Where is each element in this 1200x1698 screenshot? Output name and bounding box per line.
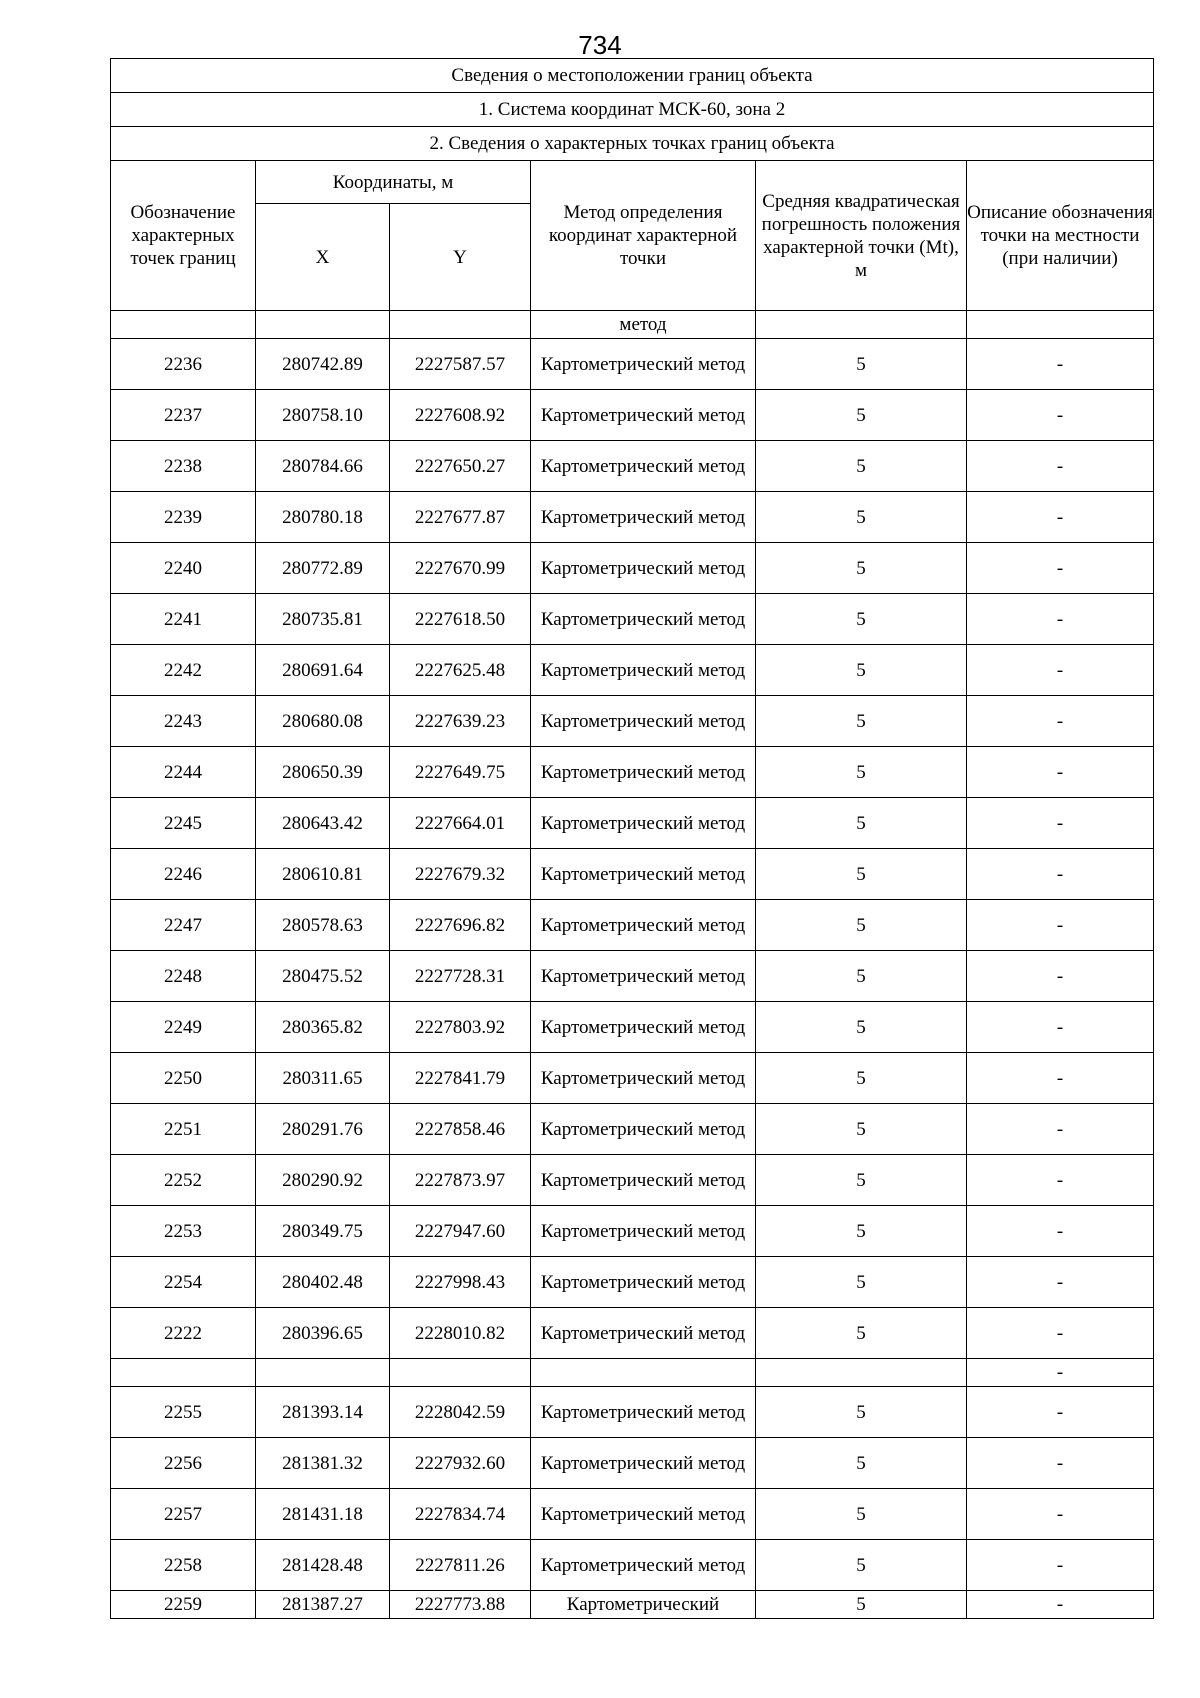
cell-description: - [967,543,1154,594]
header-x: X [256,204,390,311]
table-row [111,1308,1154,1359]
cell-mt: 5 [756,1206,967,1257]
cell-x: 280735.81 [256,594,390,645]
cell-method [531,339,756,390]
cell-mt: 5 [756,1002,967,1053]
table-row [111,543,1154,594]
table-row [111,1540,1154,1591]
table-row [111,645,1154,696]
cell-description: - [967,441,1154,492]
cell-mt: 5 [756,951,967,1002]
cell-x: 281431.18 [256,1489,390,1540]
cell-y: 2227677.87 [390,492,531,543]
cell-y: 2228042.59 [390,1387,531,1438]
cell-point-id: 2259 [111,1591,256,1619]
table-row [111,1489,1154,1540]
cell-y: 2227696.82 [390,900,531,951]
method-text: Картометрический метод [540,1322,746,1344]
cell-method [531,1155,756,1206]
cell-description: - [967,390,1154,441]
cell-method [531,1591,756,1619]
cell-x: 280402.48 [256,1257,390,1308]
cell-description: - [967,1002,1154,1053]
cell-y: 2227803.92 [390,1002,531,1053]
cell-method [531,543,756,594]
method-text: Картометрический метод [540,914,746,936]
table-row [111,1155,1154,1206]
table-row [111,339,1154,390]
section-title: 2. Сведения о характерных точках границ объекта [111,127,1154,161]
cell-point-id: 2243 [111,696,256,747]
cell-point-id: 2222 [111,1308,256,1359]
method-text: Картометрический метод [540,1220,746,1242]
cell-mt: 5 [756,1155,967,1206]
cell-description: - [967,849,1154,900]
cell-x: 280475.52 [256,951,390,1002]
cell-method [531,441,756,492]
header-error: Средняя квадратическая погрешность положения характерной точки (Mt), м [756,161,967,311]
cell-method [531,1104,756,1155]
cell-description: - [967,339,1154,390]
cell-description: - [967,645,1154,696]
cell-y: 2227649.75 [390,747,531,798]
table-row [111,1104,1154,1155]
cell-method [531,747,756,798]
cell-point-id: 2242 [111,645,256,696]
cell-method [531,1053,756,1104]
cell-point-id: 2239 [111,492,256,543]
method-text: Картометрический метод [540,863,746,885]
cell-point-id: 2247 [111,900,256,951]
table-row [111,900,1154,951]
cell-y: 2227841.79 [390,1053,531,1104]
cell-description: - [967,1489,1154,1540]
cell-description: - [967,747,1154,798]
cell-description: - [967,1104,1154,1155]
method-text: Картометрический метод [540,404,746,426]
cell-mt: 5 [756,1104,967,1155]
method-text: Картометрический метод [540,761,746,783]
cell-mt: 5 [756,1540,967,1591]
cell-method [531,594,756,645]
cell-point-id: 2245 [111,798,256,849]
cell-y: 2227625.48 [390,645,531,696]
method-text: Картометрический метод [540,1401,746,1423]
cell-description: - [967,1257,1154,1308]
cell-method [531,1206,756,1257]
cell-method [531,696,756,747]
cell-point-id: 2236 [111,339,256,390]
header-coordinates: Координаты, м [256,161,531,204]
table-row [111,1206,1154,1257]
cell-point-id: 2255 [111,1387,256,1438]
cell-point-id: 2253 [111,1206,256,1257]
cell-point-id: 2246 [111,849,256,900]
cell-x: 280291.76 [256,1104,390,1155]
cell-method [531,849,756,900]
cell-mt: 5 [756,849,967,900]
cell-x: 281428.48 [256,1540,390,1591]
cell-point-id: 2237 [111,390,256,441]
cell-method [531,951,756,1002]
method-text: Картометрический метод [540,1118,746,1140]
cell-point-id: 2252 [111,1155,256,1206]
method-text: Картометрический метод [540,710,746,732]
cell-x: 280650.39 [256,747,390,798]
cell-x: 280691.64 [256,645,390,696]
cell-y: 2227664.01 [390,798,531,849]
cell-mt: 5 [756,798,967,849]
cell-description: - [967,1053,1154,1104]
table-row [111,747,1154,798]
method-text: Картометрический метод [540,965,746,987]
cell-x: 280578.63 [256,900,390,951]
cell-description: - [967,492,1154,543]
cell-method: метод [531,311,756,339]
cell-description: - [967,798,1154,849]
cell-point-id: 2240 [111,543,256,594]
table-row-gap [111,1359,1154,1387]
cell-point-id: 2258 [111,1540,256,1591]
header-y: Y [390,204,531,311]
cell-x: 280758.10 [256,390,390,441]
cell-description: - [967,1359,1154,1387]
method-text: Картометрический метод [540,1016,746,1038]
cell-description: - [967,1438,1154,1489]
cell-method [531,1540,756,1591]
method-text: Картометрический метод [540,1169,746,1191]
cell-mt: 5 [756,1438,967,1489]
table-row [111,492,1154,543]
cell-description: - [967,900,1154,951]
cell-description: - [967,1155,1154,1206]
cell-mt: 5 [756,696,967,747]
method-text: Картометрический метод [540,812,746,834]
cell-method [531,1257,756,1308]
cell-point-id: 2248 [111,951,256,1002]
cell-method [531,1308,756,1359]
cell-point-id: 2238 [111,441,256,492]
table-row [111,696,1154,747]
cell-x: 280290.92 [256,1155,390,1206]
cell-method [531,798,756,849]
cell-x: 280784.66 [256,441,390,492]
cell-x: 280643.42 [256,798,390,849]
cell-mt: 5 [756,645,967,696]
method-text: Картометрический метод [540,353,746,375]
cell-mt: 5 [756,543,967,594]
cell-mt: 5 [756,900,967,951]
table-row [111,798,1154,849]
table-row [111,1053,1154,1104]
table-row [111,849,1154,900]
cell-mt: 5 [756,390,967,441]
cell-point-id: 2249 [111,1002,256,1053]
cell-y: 2227587.57 [390,339,531,390]
method-text: Картометрический метод [540,1452,746,1474]
cell-method [531,1387,756,1438]
method-text: Картометрический метод [540,608,746,630]
table-row [111,594,1154,645]
cell-mt: 5 [756,747,967,798]
cell-y: 2227811.26 [390,1540,531,1591]
method-text: Картометрический метод [540,1503,746,1525]
cell-y: 2227834.74 [390,1489,531,1540]
cell-point-id: 2251 [111,1104,256,1155]
method-text: Картометрический метод [540,1554,746,1576]
cell-mt: 5 [756,1387,967,1438]
cell-x: 281381.32 [256,1438,390,1489]
cell-point-id: 2250 [111,1053,256,1104]
cell-description: - [967,1387,1154,1438]
cell-mt: 5 [756,1257,967,1308]
cell-y: 2227773.88 [390,1591,531,1619]
cell-y: 2227650.27 [390,441,531,492]
cell-point-id: 2256 [111,1438,256,1489]
table-row [111,1438,1154,1489]
cell-mt: 5 [756,1591,967,1619]
cell-y: 2227618.50 [390,594,531,645]
method-text: Картометрический метод [540,557,746,579]
cell-y: 2227998.43 [390,1257,531,1308]
header-designation: Обозначение характерных точек границ [111,161,256,311]
cell-description: - [967,1540,1154,1591]
cell-description: - [967,1591,1154,1619]
cell-x: 280772.89 [256,543,390,594]
method-text: Картометрический метод [540,659,746,681]
cell-method [531,900,756,951]
cell-y: 2227608.92 [390,390,531,441]
cell-x: 280396.65 [256,1308,390,1359]
cell-y: 2227932.60 [390,1438,531,1489]
cell-x: 281393.14 [256,1387,390,1438]
cell-x: 280742.89 [256,339,390,390]
cell-y: 2227947.60 [390,1206,531,1257]
header-method: Метод определения координат характерной точки [531,161,756,311]
cell-x: 280365.82 [256,1002,390,1053]
method-text: Картометрический метод [540,1067,746,1089]
table-row [111,1591,1154,1619]
cell-y: 2227873.97 [390,1155,531,1206]
cell-description: - [967,696,1154,747]
cell-y: 2227728.31 [390,951,531,1002]
cell-x: 280311.65 [256,1053,390,1104]
cell-y: 2228010.82 [390,1308,531,1359]
page-number: 734 [578,30,622,60]
table-row [111,390,1154,441]
table-title: Сведения о местоположении границ объекта [111,59,1154,93]
cell-x: 280349.75 [256,1206,390,1257]
cell-x: 281387.27 [256,1591,390,1619]
cell-mt: 5 [756,1489,967,1540]
cell-method [531,645,756,696]
cell-x: 280610.81 [256,849,390,900]
method-text: Картометрический метод [540,1271,746,1293]
table-row [111,1002,1154,1053]
table-row-continuation [111,311,1154,339]
cell-point-id: 2254 [111,1257,256,1308]
method-text: Картометрический метод [540,506,746,528]
cell-method [531,492,756,543]
cell-y: 2227679.32 [390,849,531,900]
cell-y: 2227858.46 [390,1104,531,1155]
cell-description: - [967,951,1154,1002]
cell-y: 2227639.23 [390,696,531,747]
cell-method [531,390,756,441]
coordinate-system: 1. Система координат МСК-60, зона 2 [111,93,1154,127]
cell-point-id: 2257 [111,1489,256,1540]
table-row [111,1257,1154,1308]
method-text: Картометрический [566,1594,720,1615]
cell-x: 280680.08 [256,696,390,747]
cell-mt: 5 [756,441,967,492]
table-row [111,951,1154,1002]
cell-description: - [967,1308,1154,1359]
cell-method [531,1489,756,1540]
table-row [111,441,1154,492]
cell-mt: 5 [756,1053,967,1104]
cell-x: 280780.18 [256,492,390,543]
cell-mt: 5 [756,339,967,390]
cell-point-id: 2244 [111,747,256,798]
cell-method [531,1002,756,1053]
cell-mt: 5 [756,594,967,645]
cell-description: - [967,594,1154,645]
cell-method [531,1438,756,1489]
table-row [111,1387,1154,1438]
cell-y: 2227670.99 [390,543,531,594]
cell-mt: 5 [756,1308,967,1359]
cell-mt: 5 [756,492,967,543]
boundary-points-table [110,58,1154,1619]
cell-point-id: 2241 [111,594,256,645]
cell-description: - [967,1206,1154,1257]
header-description: Описание обозначения точки на местности (при наличии) [967,161,1154,311]
method-text: Картометрический метод [540,455,746,477]
